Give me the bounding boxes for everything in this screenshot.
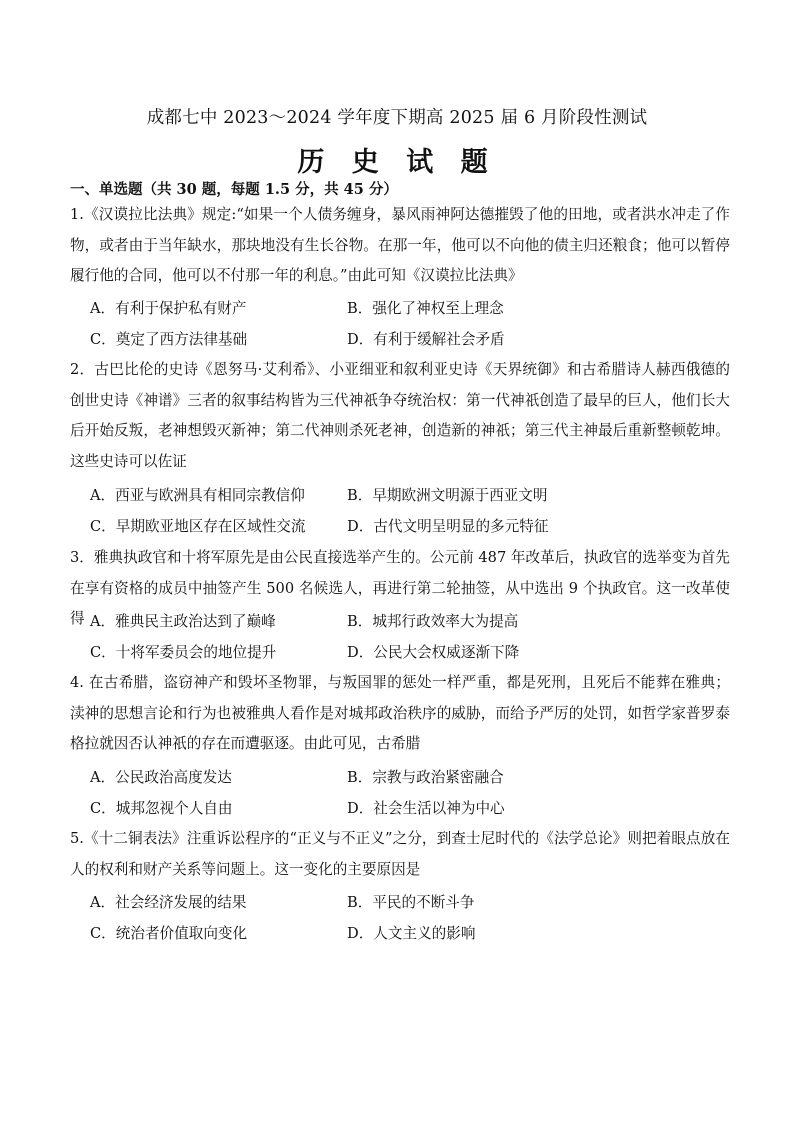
option-a: A．有利于保护私有财产	[90, 300, 247, 317]
question-1-stem: 1.《汉谟拉比法典》规定:“如果一个人债务缠身，暴风雨神阿达德摧毁了他的田地，或者洪水冲走了作物，或者由于当年缺水，那块地没有生长谷物。在那一年，他可以不向他的债主归还粮食；他可以暂停履行他的合同，他可以不付那一年的利息。”由此可知《汉谟拉比法典》	[70, 206, 730, 284]
option-b: B．平民的不断斗争	[347, 894, 475, 911]
question-2-options	[90, 480, 730, 542]
option-d: D．古代文明呈明显的多元特征	[347, 518, 549, 535]
question-4-stem: 4. 在古希腊，盗窃神产和毁坏圣物罪，与叛国罪的惩处一样严重，都是死刑，且死后不能葬在雅典；渎神的思想言论和行为也被雅典人看作是对城邦政治秩序的威胁，而给予严厉的处罚，如哲学家普罗泰格拉就因否认神祇的存在而遭驱逐。由此可见，古希腊	[70, 674, 730, 752]
question-5-stem: 5.《十二铜表法》注重诉讼程序的“正义与不正义”之分，到查士尼时代的《法学总论》则把着眼点放在人的权利和财产关系等问题上。这一变化的主要原因是	[70, 830, 730, 878]
option-a: A．社会经济发展的结果	[90, 894, 247, 911]
option-c: C．城邦忽视个人自由	[90, 800, 233, 817]
option-a: A．西亚与欧洲具有相同宗教信仰	[90, 487, 305, 504]
option-row	[90, 637, 730, 668]
option-d: D．公民大会权威逐渐下降	[347, 644, 520, 661]
option-row	[90, 511, 730, 542]
question-2-stem: 2．古巴比伦的史诗《恩努马·艾利希》、小亚细亚和叙利亚史诗《天界统御》和古希腊诗人赫西俄德的创世史诗《神谱》三者的叙事结构皆为三代神祇争夺统治权：第一代神祇创造了最早的巨人，他们长大后开始反叛，老神想毁灭新神；第二代神则杀死老神，创造新的神祇；第三代主神最后重新整顿乾坤。这些史诗可以佐证	[70, 361, 730, 470]
option-row	[90, 887, 730, 918]
question-3-stem: 3．雅典执政官和十将军原先是由公民直接选举产生的。公元前 487 年改革后，执政官的选举变为首先在享有资格的成员中抽签产生 500 名候选人，再进行第二轮抽签，从中选出 9 个执政官。这一改革使得	[70, 549, 730, 627]
option-row	[90, 793, 730, 824]
exam-title: 历 史 试 题	[297, 147, 497, 178]
option-a: A．公民政治高度发达	[90, 769, 232, 786]
question-4-options	[90, 762, 730, 824]
option-row	[90, 606, 730, 637]
option-row	[90, 918, 730, 949]
option-d: D．有利于缓解社会矛盾	[347, 331, 505, 348]
option-b: B．城邦行政效率大为提高	[347, 613, 519, 630]
option-a: A．雅典民主政治达到了巅峰	[90, 613, 276, 630]
section-heading: 一、单选题（共 30 题，每题 1.5 分，共 45 分）	[70, 181, 398, 198]
option-row	[90, 293, 730, 324]
option-d: D．人文主义的影响	[347, 925, 476, 942]
option-row	[90, 324, 730, 355]
option-b: B．宗教与政治紧密融合	[347, 769, 504, 786]
option-c: C．早期欧亚地区存在区域性交流	[90, 518, 306, 535]
option-d: D．社会生活以神为中心	[347, 800, 505, 817]
question-1-options	[90, 293, 730, 355]
option-c: C．统治者价值取向变化	[90, 925, 248, 942]
option-b: B．早期欧洲文明源于西亚文明	[347, 487, 548, 504]
option-c: C．十将军委员会的地位提升	[90, 644, 277, 661]
question-5-options	[90, 887, 730, 949]
question-3-options	[90, 606, 730, 668]
exam-header: 成都七中 2023～2024 学年度下期高 2025 届 6 月阶段性测试	[146, 108, 648, 128]
option-row	[90, 762, 730, 793]
option-row	[90, 480, 730, 511]
option-b: B．强化了神权至上理念	[347, 300, 504, 317]
option-c: C．奠定了西方法律基础	[90, 331, 248, 348]
